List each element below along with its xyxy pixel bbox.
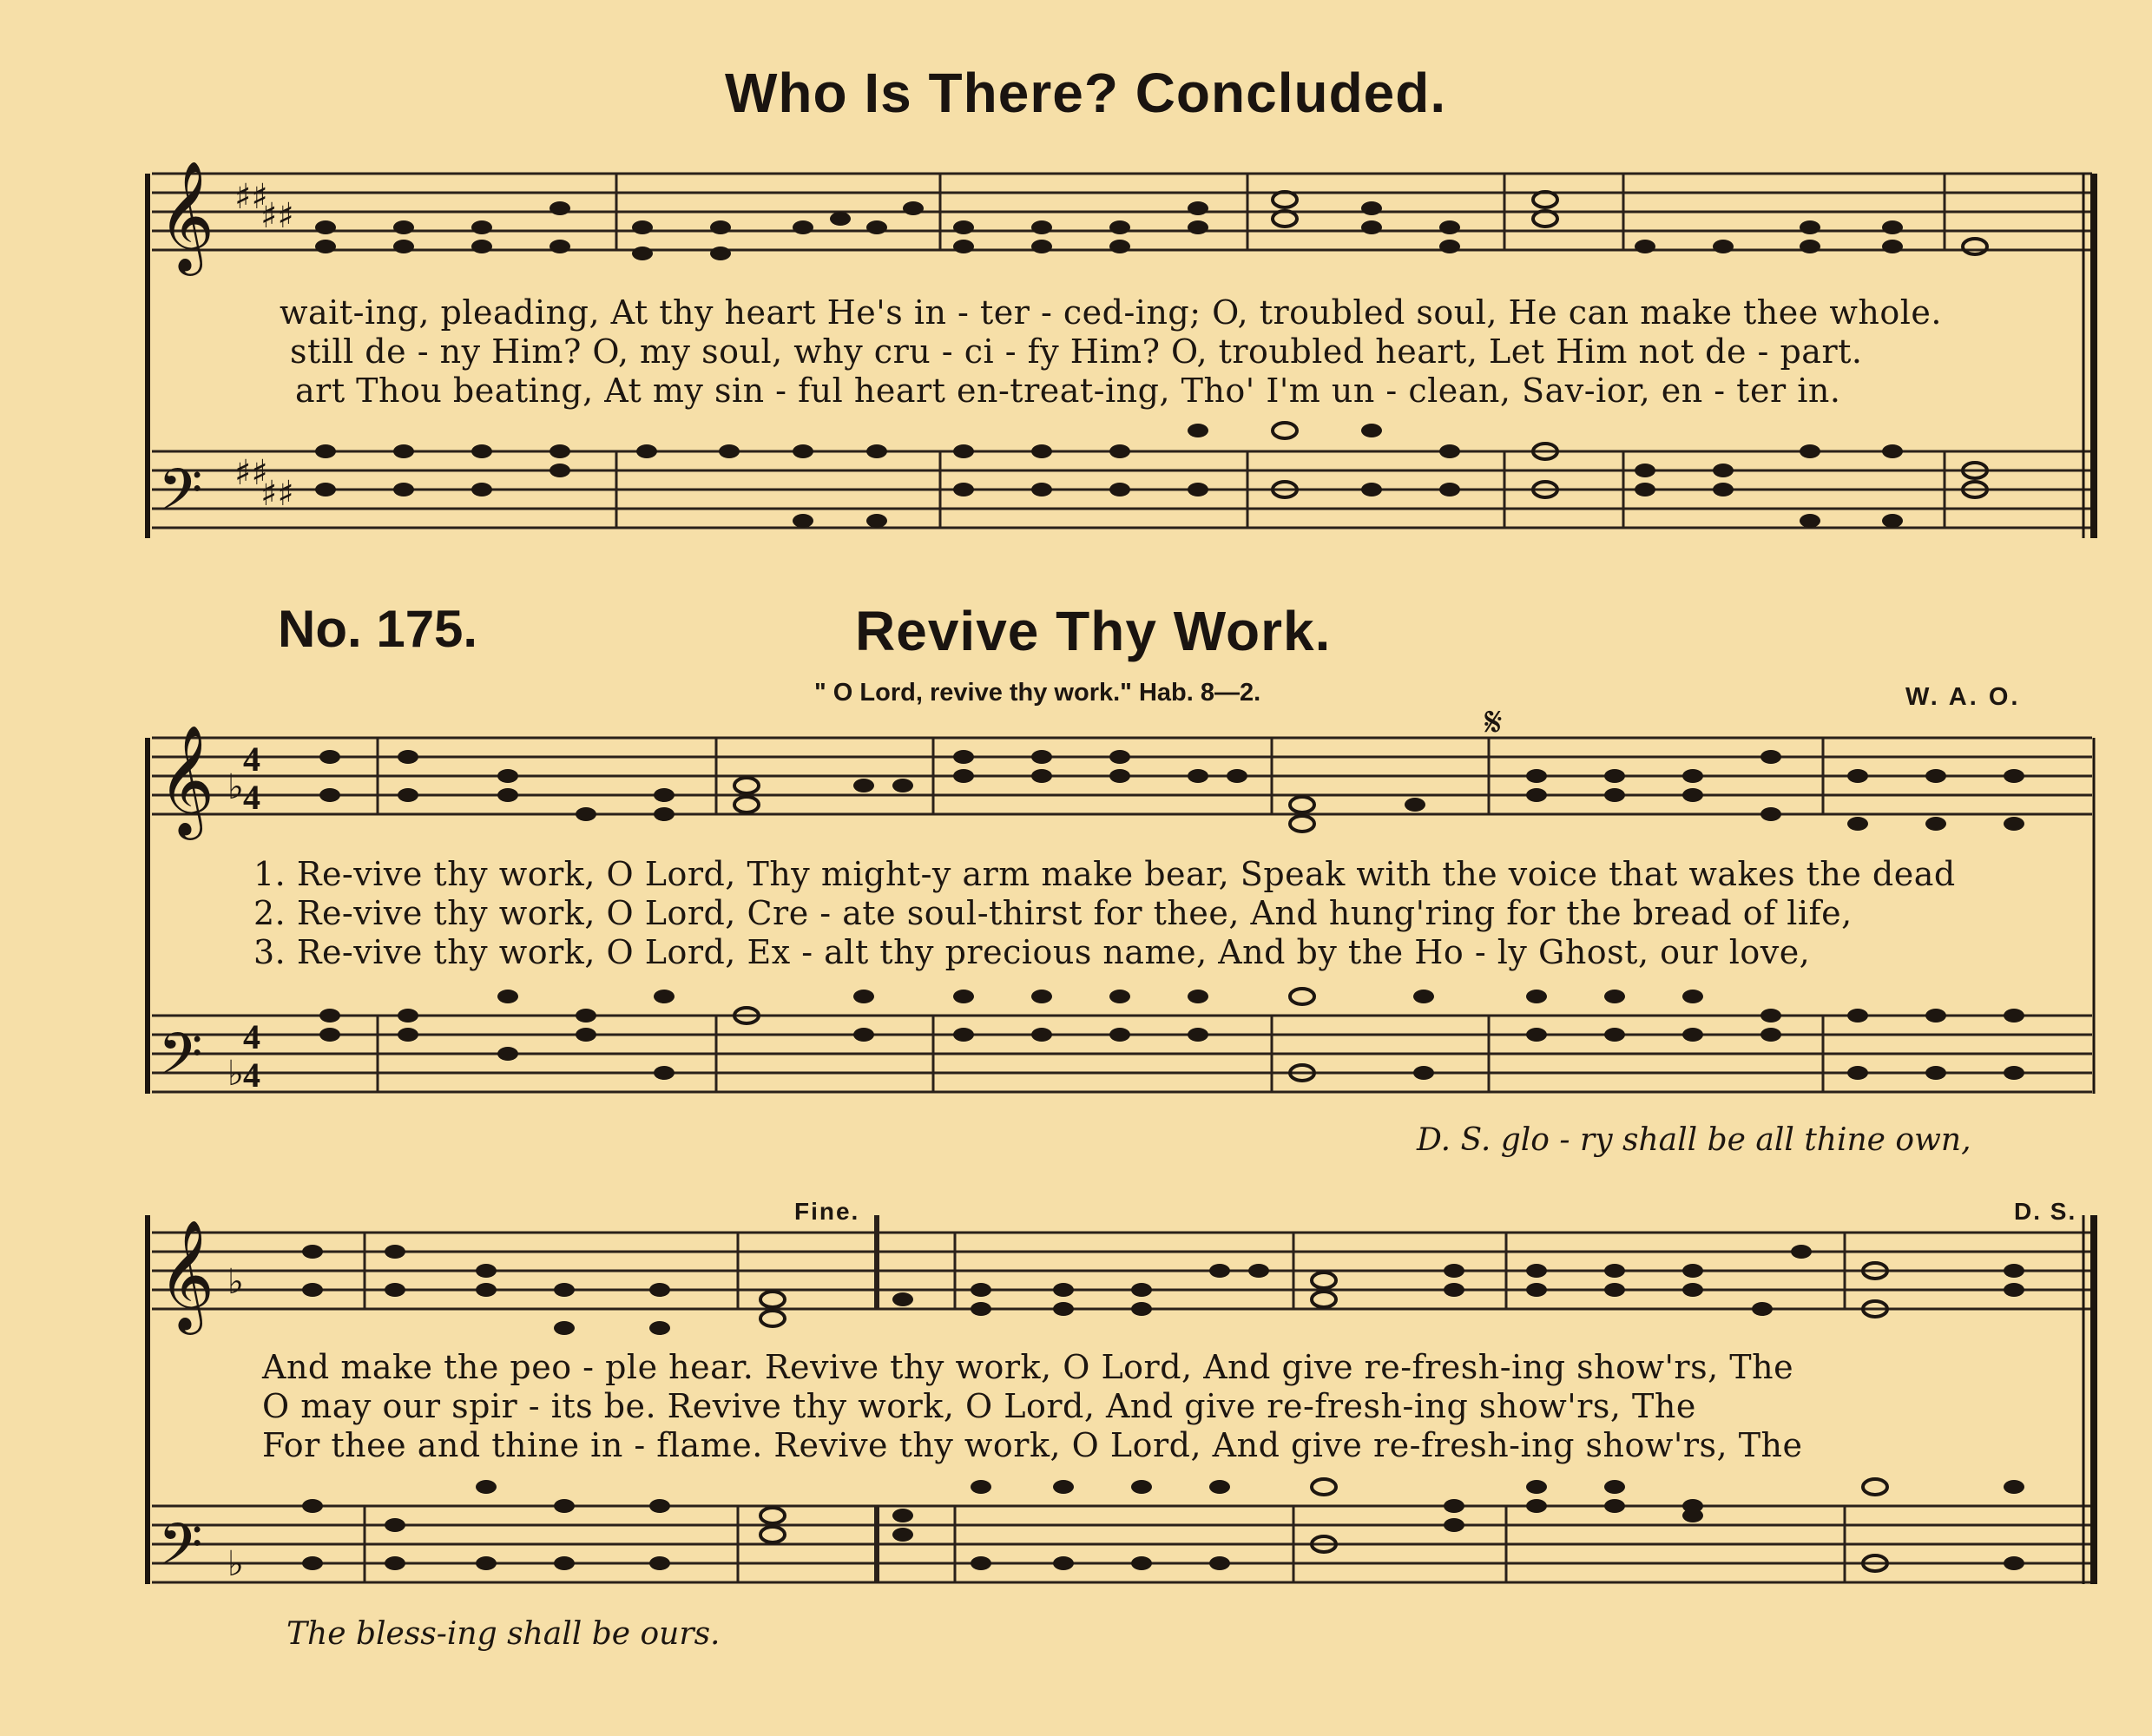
verse-1-line-b: And make the peo - ple hear. Revive thy work, O Lord, And give re-fresh-ing show'rs, The [262, 1348, 1794, 1386]
svg-text:♯♯: ♯♯ [234, 453, 268, 493]
hymn1-title: Who Is There? Concluded. [725, 62, 1447, 124]
author-initials: W. A. O. [1905, 683, 2021, 711]
system3-bass-staff [152, 1506, 2092, 1582]
svg-text:♯♯: ♯♯ [260, 196, 294, 236]
svg-text:♭: ♭ [227, 1544, 244, 1584]
treble-clef-icon: 𝄞 [158, 160, 215, 271]
segno-icon: 𝄋 [1484, 698, 1503, 746]
verse-3-line-b: For thee and thine in - flame. Revive thy work, O Lord, And give re-fresh-ing show'rs, The [262, 1426, 1803, 1464]
bass-clef-icon: 𝄢 [158, 457, 203, 537]
svg-text:4: 4 [243, 1017, 260, 1056]
svg-text:♯♯: ♯♯ [260, 474, 294, 514]
ds-marking: D. S. [2014, 1198, 2077, 1225]
bass-clef-icon: 𝄢 [158, 1511, 203, 1592]
svg-text:♯♯: ♯♯ [234, 177, 268, 217]
verse-2-line-a: 2. Re-vive thy work, O Lord, Cre - ate soul-thirst for thee, And hung'ring for the bread of life, [253, 894, 1853, 932]
closing-lyric: The bless-ing shall be ours. [286, 1616, 721, 1652]
hymn-number: No. 175. [278, 600, 478, 658]
svg-text:4: 4 [243, 1055, 260, 1095]
svg-text:4: 4 [243, 778, 260, 817]
svg-text:♭: ♭ [227, 1262, 244, 1302]
verse-2-line-b: O may our spir - its be. Revive thy work, O Lord, And give re-fresh-ing show'rs, The [262, 1387, 1696, 1425]
system1-treble-staff [152, 174, 2092, 250]
verse-1-line-a: 1. Re-vive thy work, O Lord, Thy might-y arm make bear, Speak with the voice that wakes the dead [253, 855, 1956, 893]
fine-marking: Fine. [794, 1198, 860, 1225]
hymn1-lyric-line-1: wait-ing, pleading, At thy heart He's in - ter - ced-ing; O, troubled soul, He can make thee whole. [280, 293, 1942, 332]
system2-bass-staff [152, 1016, 2092, 1092]
scripture-reference: " O Lord, revive thy work." Hab. 8—2. [814, 679, 1261, 707]
verse-3-line-a: 3. Re-vive thy work, O Lord, Ex - alt thy precious name, And by the Ho - ly Ghost, our love, [253, 933, 1811, 971]
treble-clef-icon: 𝄞 [158, 1219, 215, 1330]
bass-clef-icon: 𝄢 [158, 1021, 203, 1101]
svg-text:♭: ♭ [227, 767, 244, 807]
hymn1-lyric-line-2: still de - ny Him? O, my soul, why cru - ci - fy Him? O, troubled heart, Let Him not de - part. [290, 332, 1863, 371]
system3-treble-staff [152, 1233, 2092, 1309]
hymn1-lyric-line-3: art Thou beating, At my sin - ful heart en-treat-ing, Tho' I'm un - clean, Sav-ior, en - ter in. [295, 372, 1841, 410]
treble-clef-icon: 𝄞 [158, 724, 215, 835]
svg-text:♭: ♭ [227, 1054, 244, 1094]
hymn2-title: Revive Thy Work. [855, 600, 1332, 662]
svg-text:4: 4 [243, 740, 260, 779]
ds-lyric: D. S. glo - ry shall be all thine own, [1417, 1122, 1971, 1158]
